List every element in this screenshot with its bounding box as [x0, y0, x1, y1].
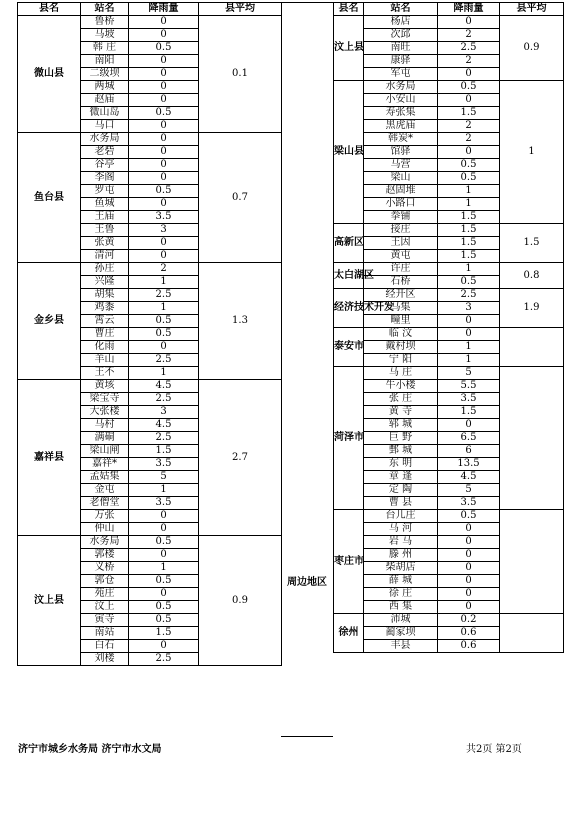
- rainfall-value: 6.5: [438, 432, 500, 445]
- station-name: 寿张集: [364, 107, 438, 120]
- county-average: [500, 614, 564, 653]
- rainfall-value: 1: [438, 185, 500, 198]
- rainfall-value: 1.5: [129, 445, 199, 458]
- surrounding-area-column: [281, 2, 333, 737]
- county-name: 经济技术开发: [334, 289, 364, 328]
- header-avg: 县平均: [500, 3, 564, 16]
- station-name: 大张楼: [81, 406, 129, 419]
- rainfall-value: 0.5: [438, 510, 500, 523]
- rainfall-value: 1: [129, 367, 199, 380]
- station-name: 李阁: [81, 172, 129, 185]
- station-name: 水务局: [81, 133, 129, 146]
- rainfall-value: 6: [438, 445, 500, 458]
- station-name: 杨店: [364, 16, 438, 29]
- table-row: [334, 328, 564, 341]
- header-row: [18, 3, 282, 16]
- station-name: 康驿: [364, 55, 438, 68]
- rainfall-value: 0: [438, 562, 500, 575]
- station-name: 牛小楼: [364, 380, 438, 393]
- county-name: 高新区: [334, 224, 364, 263]
- county-average: 1.5: [500, 224, 564, 263]
- rainfall-value: 2.5: [129, 354, 199, 367]
- rainfall-value: 0: [438, 68, 500, 81]
- rainfall-value: 0: [129, 159, 199, 172]
- rainfall-value: 1: [129, 276, 199, 289]
- station-name: 小路口: [364, 198, 438, 211]
- station-name: 金屯: [81, 484, 129, 497]
- rainfall-value: 3: [438, 302, 500, 315]
- county-name: 梁山县: [334, 81, 364, 224]
- rainfall-value: 0: [129, 81, 199, 94]
- rainfall-value: 1: [129, 562, 199, 575]
- rainfall-value: 3: [129, 224, 199, 237]
- station-name: 老僧堂: [81, 497, 129, 510]
- station-name: 沛城: [364, 614, 438, 627]
- station-name: 化雨: [81, 341, 129, 354]
- table-row: [18, 16, 282, 29]
- station-name: 台儿庄: [364, 510, 438, 523]
- rainfall-value: 3.5: [438, 393, 500, 406]
- rainfall-table-left: [17, 2, 282, 666]
- rainfall-value: 0.5: [129, 107, 199, 120]
- rainfall-value: 2.5: [129, 289, 199, 302]
- station-name: 柴胡店: [364, 562, 438, 575]
- rainfall-value: 0: [129, 250, 199, 263]
- county-name: 鱼台县: [18, 133, 81, 263]
- rainfall-value: 0.5: [438, 81, 500, 94]
- station-name: 次邱: [364, 29, 438, 42]
- station-name: 徐 庄: [364, 588, 438, 601]
- header-avg: 县平均: [199, 3, 282, 16]
- station-name: 张黄: [81, 237, 129, 250]
- station-name: 滕 州: [364, 549, 438, 562]
- station-name: 刘楼: [81, 653, 129, 666]
- rainfall-value: 1.5: [129, 627, 199, 640]
- county-average: 0.1: [199, 16, 282, 133]
- rainfall-value: 2.5: [129, 653, 199, 666]
- rainfall-value: 0: [129, 523, 199, 536]
- station-name: 微山岛: [81, 107, 129, 120]
- header-row: [334, 3, 564, 16]
- rainfall-value: 1.5: [438, 211, 500, 224]
- rainfall-value: 1: [438, 198, 500, 211]
- station-name: 韩炭*: [364, 133, 438, 146]
- rainfall-value: 0: [438, 315, 500, 328]
- rainfall-value: 2.5: [129, 432, 199, 445]
- rainfall-value: 0: [129, 55, 199, 68]
- header-county: 县名: [18, 3, 81, 16]
- rainfall-value: 3: [129, 406, 199, 419]
- footer-org: 济宁市城乡水务局 济宁市水文局: [18, 744, 162, 755]
- county-name: 枣庄市: [334, 510, 364, 614]
- station-name: 小安山: [364, 94, 438, 107]
- rainfall-value: 5.5: [438, 380, 500, 393]
- station-name: 王因: [364, 237, 438, 250]
- station-name: 黄垓: [81, 380, 129, 393]
- county-average: 0.9: [199, 536, 282, 666]
- station-name: 孙庄: [81, 263, 129, 276]
- station-name: 戴村坝: [364, 341, 438, 354]
- county-average: 2.7: [199, 380, 282, 536]
- station-name: 寅寺: [81, 614, 129, 627]
- station-name: 义桥: [81, 562, 129, 575]
- rainfall-value: 0.5: [438, 159, 500, 172]
- rainfall-value: 0.5: [129, 575, 199, 588]
- rainfall-value: 5: [129, 471, 199, 484]
- rainfall-value: 5: [438, 484, 500, 497]
- station-name: 梁山闸: [81, 445, 129, 458]
- station-name: 梁宝寺: [81, 393, 129, 406]
- station-name: 郭楼: [81, 549, 129, 562]
- rainfall-value: 1.5: [438, 107, 500, 120]
- footer-page: 共2页 第2页: [466, 744, 522, 755]
- table-row: [334, 289, 564, 302]
- station-name: 罗屯: [81, 185, 129, 198]
- station-name: 老砦: [81, 146, 129, 159]
- rainfall-value: 0: [438, 549, 500, 562]
- county-average: 0.7: [199, 133, 282, 263]
- rainfall-value: 2: [438, 55, 500, 68]
- station-name: 定 陶: [364, 484, 438, 497]
- rainfall-value: 0: [129, 68, 199, 81]
- table-row: [18, 380, 282, 393]
- station-name: 巨 野: [364, 432, 438, 445]
- rainfall-value: 0: [129, 640, 199, 653]
- station-name: 马 河: [364, 523, 438, 536]
- rainfall-table-right: [333, 2, 564, 653]
- station-name: 羊山: [81, 354, 129, 367]
- rainfall-value: 1: [438, 354, 500, 367]
- station-name: 马村: [81, 419, 129, 432]
- station-name: 南站: [81, 627, 129, 640]
- rainfall-value: 0.5: [438, 276, 500, 289]
- station-name: 岩 马: [364, 536, 438, 549]
- rainfall-value: 2: [129, 263, 199, 276]
- station-name: 马营: [364, 159, 438, 172]
- county-average: 0.8: [500, 263, 564, 289]
- rainfall-value: 0: [129, 29, 199, 42]
- station-name: 两城: [81, 81, 129, 94]
- station-name: 王不: [81, 367, 129, 380]
- station-name: 黑虎庙: [364, 120, 438, 133]
- rainfall-value: 0: [438, 588, 500, 601]
- station-name: 胡集: [81, 289, 129, 302]
- table-row: [18, 536, 282, 549]
- rainfall-value: 0.5: [129, 601, 199, 614]
- station-name: 蔺家坝: [364, 627, 438, 640]
- station-name: 马集: [364, 302, 438, 315]
- station-name: 丰县: [364, 640, 438, 653]
- table-row: [334, 367, 564, 380]
- table-row: [334, 614, 564, 627]
- station-name: 二级坝: [81, 68, 129, 81]
- station-name: 马坡: [81, 29, 129, 42]
- county-name: 汶上县: [18, 536, 81, 666]
- station-name: 霄云: [81, 315, 129, 328]
- station-name: 经开区: [364, 289, 438, 302]
- rainfall-value: 0: [129, 16, 199, 29]
- station-name: 鲁桥: [81, 16, 129, 29]
- station-name: 水务局: [81, 536, 129, 549]
- table-row: [334, 16, 564, 29]
- station-name: 黄 寺: [364, 406, 438, 419]
- station-name: 黄屯: [364, 250, 438, 263]
- rainfall-value: 1.5: [438, 237, 500, 250]
- rainfall-value: 4.5: [438, 471, 500, 484]
- station-name: 薛 城: [364, 575, 438, 588]
- station-name: 鸡黍: [81, 302, 129, 315]
- county-name: 微山县: [18, 16, 81, 133]
- rainfall-value: 4.5: [129, 380, 199, 393]
- rainfall-value: 1.5: [438, 406, 500, 419]
- table-row: [334, 224, 564, 237]
- rainfall-value: 1.5: [438, 224, 500, 237]
- station-name: 清河: [81, 250, 129, 263]
- rainfall-value: 0: [438, 523, 500, 536]
- rainfall-value: 0: [129, 133, 199, 146]
- station-name: 韩 庄: [81, 42, 129, 55]
- station-name: 郓 城: [364, 419, 438, 432]
- rainfall-value: 0: [438, 419, 500, 432]
- header-county: 县名: [334, 3, 364, 16]
- station-name: 水务局: [364, 81, 438, 94]
- rainfall-value: 0: [129, 341, 199, 354]
- county-name: 嘉祥县: [18, 380, 81, 536]
- station-name: 郭仓: [81, 575, 129, 588]
- county-average: 0.9: [500, 16, 564, 81]
- header-rain: 降雨量: [438, 3, 500, 16]
- rainfall-value: 2.5: [438, 42, 500, 55]
- county-name: 徐州: [334, 614, 364, 653]
- county-average: 1.3: [199, 263, 282, 380]
- station-name: 马 庄: [364, 367, 438, 380]
- station-name: 王鲁: [81, 224, 129, 237]
- rainfall-value: 0.5: [129, 315, 199, 328]
- rainfall-value: 0.6: [438, 627, 500, 640]
- county-name: 汶上县: [334, 16, 364, 81]
- rainfall-value: 0: [438, 536, 500, 549]
- station-name: 白石: [81, 640, 129, 653]
- station-name: 鄄 城: [364, 445, 438, 458]
- rainfall-value: 2: [438, 29, 500, 42]
- station-name: 西 集: [364, 601, 438, 614]
- rainfall-value: 3.5: [438, 497, 500, 510]
- station-name: 许庄: [364, 263, 438, 276]
- rainfall-value: 4.5: [129, 419, 199, 432]
- rainfall-value: 0: [438, 328, 500, 341]
- station-name: 马口: [81, 120, 129, 133]
- rainfall-value: 0: [129, 510, 199, 523]
- rainfall-value: 0: [438, 146, 500, 159]
- rainfall-value: 2: [438, 120, 500, 133]
- header-station: 站名: [81, 3, 129, 16]
- rainfall-value: 0.5: [129, 42, 199, 55]
- station-name: 王庙: [81, 211, 129, 224]
- rainfall-value: 13.5: [438, 458, 500, 471]
- rainfall-value: 2.5: [438, 289, 500, 302]
- station-name: 南阳: [81, 55, 129, 68]
- rainfall-value: 0: [438, 16, 500, 29]
- county-name: 金乡县: [18, 263, 81, 380]
- station-name: 石桥: [364, 276, 438, 289]
- station-name: 鱼城: [81, 198, 129, 211]
- rainfall-value: 0: [129, 588, 199, 601]
- table-row: [334, 263, 564, 276]
- rainfall-value: 0.5: [129, 536, 199, 549]
- station-name: 拳铺: [364, 211, 438, 224]
- county-name: 泰安市: [334, 328, 364, 367]
- rainfall-value: 0: [438, 601, 500, 614]
- rainfall-value: 0: [129, 146, 199, 159]
- station-name: 满硐: [81, 432, 129, 445]
- county-average: 1.9: [500, 289, 564, 328]
- table-row: [334, 510, 564, 523]
- station-name: 南旺: [364, 42, 438, 55]
- rainfall-value: 0.5: [129, 328, 199, 341]
- rainfall-value: 1: [129, 484, 199, 497]
- station-name: 谷亭: [81, 159, 129, 172]
- rainfall-value: 1.5: [438, 250, 500, 263]
- rainfall-value: 0.5: [129, 614, 199, 627]
- station-name: 孟姑集: [81, 471, 129, 484]
- rainfall-value: 2.5: [129, 393, 199, 406]
- rainfall-value: 5: [438, 367, 500, 380]
- rainfall-value: 0: [438, 94, 500, 107]
- county-average: [500, 510, 564, 614]
- rainfall-value: 3.5: [129, 458, 199, 471]
- rainfall-value: 0: [129, 237, 199, 250]
- rainfall-value: 0: [129, 94, 199, 107]
- surrounding-area-label: 周边地区: [287, 577, 327, 588]
- station-name: 临 汶: [364, 328, 438, 341]
- station-name: 疃里: [364, 315, 438, 328]
- station-name: 赵庙: [81, 94, 129, 107]
- rainfall-value: 1: [129, 302, 199, 315]
- station-name: 汶上: [81, 601, 129, 614]
- rainfall-value: 2: [438, 133, 500, 146]
- county-average: 1: [500, 81, 564, 224]
- county-average: [500, 367, 564, 510]
- header-station: 站名: [364, 3, 438, 16]
- rainfall-value: 0: [438, 575, 500, 588]
- table-row: [18, 133, 282, 146]
- rainfall-value: 0.2: [438, 614, 500, 627]
- county-name: 菏泽市: [334, 367, 364, 510]
- station-name: 曹庄: [81, 328, 129, 341]
- rainfall-value: 1: [438, 341, 500, 354]
- rainfall-value: 1: [438, 263, 500, 276]
- header-rain: 降雨量: [129, 3, 199, 16]
- station-name: 苑庄: [81, 588, 129, 601]
- rainfall-value: 0.6: [438, 640, 500, 653]
- county-average: [500, 328, 564, 367]
- station-name: 馆驿: [364, 146, 438, 159]
- station-name: 嘉祥*: [81, 458, 129, 471]
- rainfall-value: 0.5: [438, 172, 500, 185]
- station-name: 东 明: [364, 458, 438, 471]
- table-row: [18, 263, 282, 276]
- rainfall-value: 0: [129, 198, 199, 211]
- county-name: 太白湖区: [334, 263, 364, 289]
- rainfall-value: 0: [129, 120, 199, 133]
- station-name: 张 庄: [364, 393, 438, 406]
- rainfall-value: 0: [129, 172, 199, 185]
- rainfall-value: 0: [129, 549, 199, 562]
- rainfall-value: 3.5: [129, 211, 199, 224]
- station-name: 兴隆: [81, 276, 129, 289]
- rainfall-value: 3.5: [129, 497, 199, 510]
- station-name: 曹 县: [364, 497, 438, 510]
- table-row: [334, 81, 564, 94]
- station-name: 梁山: [364, 172, 438, 185]
- station-name: 章 逢: [364, 471, 438, 484]
- station-name: 军屯: [364, 68, 438, 81]
- station-name: 赵固堆: [364, 185, 438, 198]
- station-name: 接庄: [364, 224, 438, 237]
- rainfall-value: 0.5: [129, 185, 199, 198]
- station-name: 万张: [81, 510, 129, 523]
- station-name: 仲山: [81, 523, 129, 536]
- station-name: 宁 阳: [364, 354, 438, 367]
